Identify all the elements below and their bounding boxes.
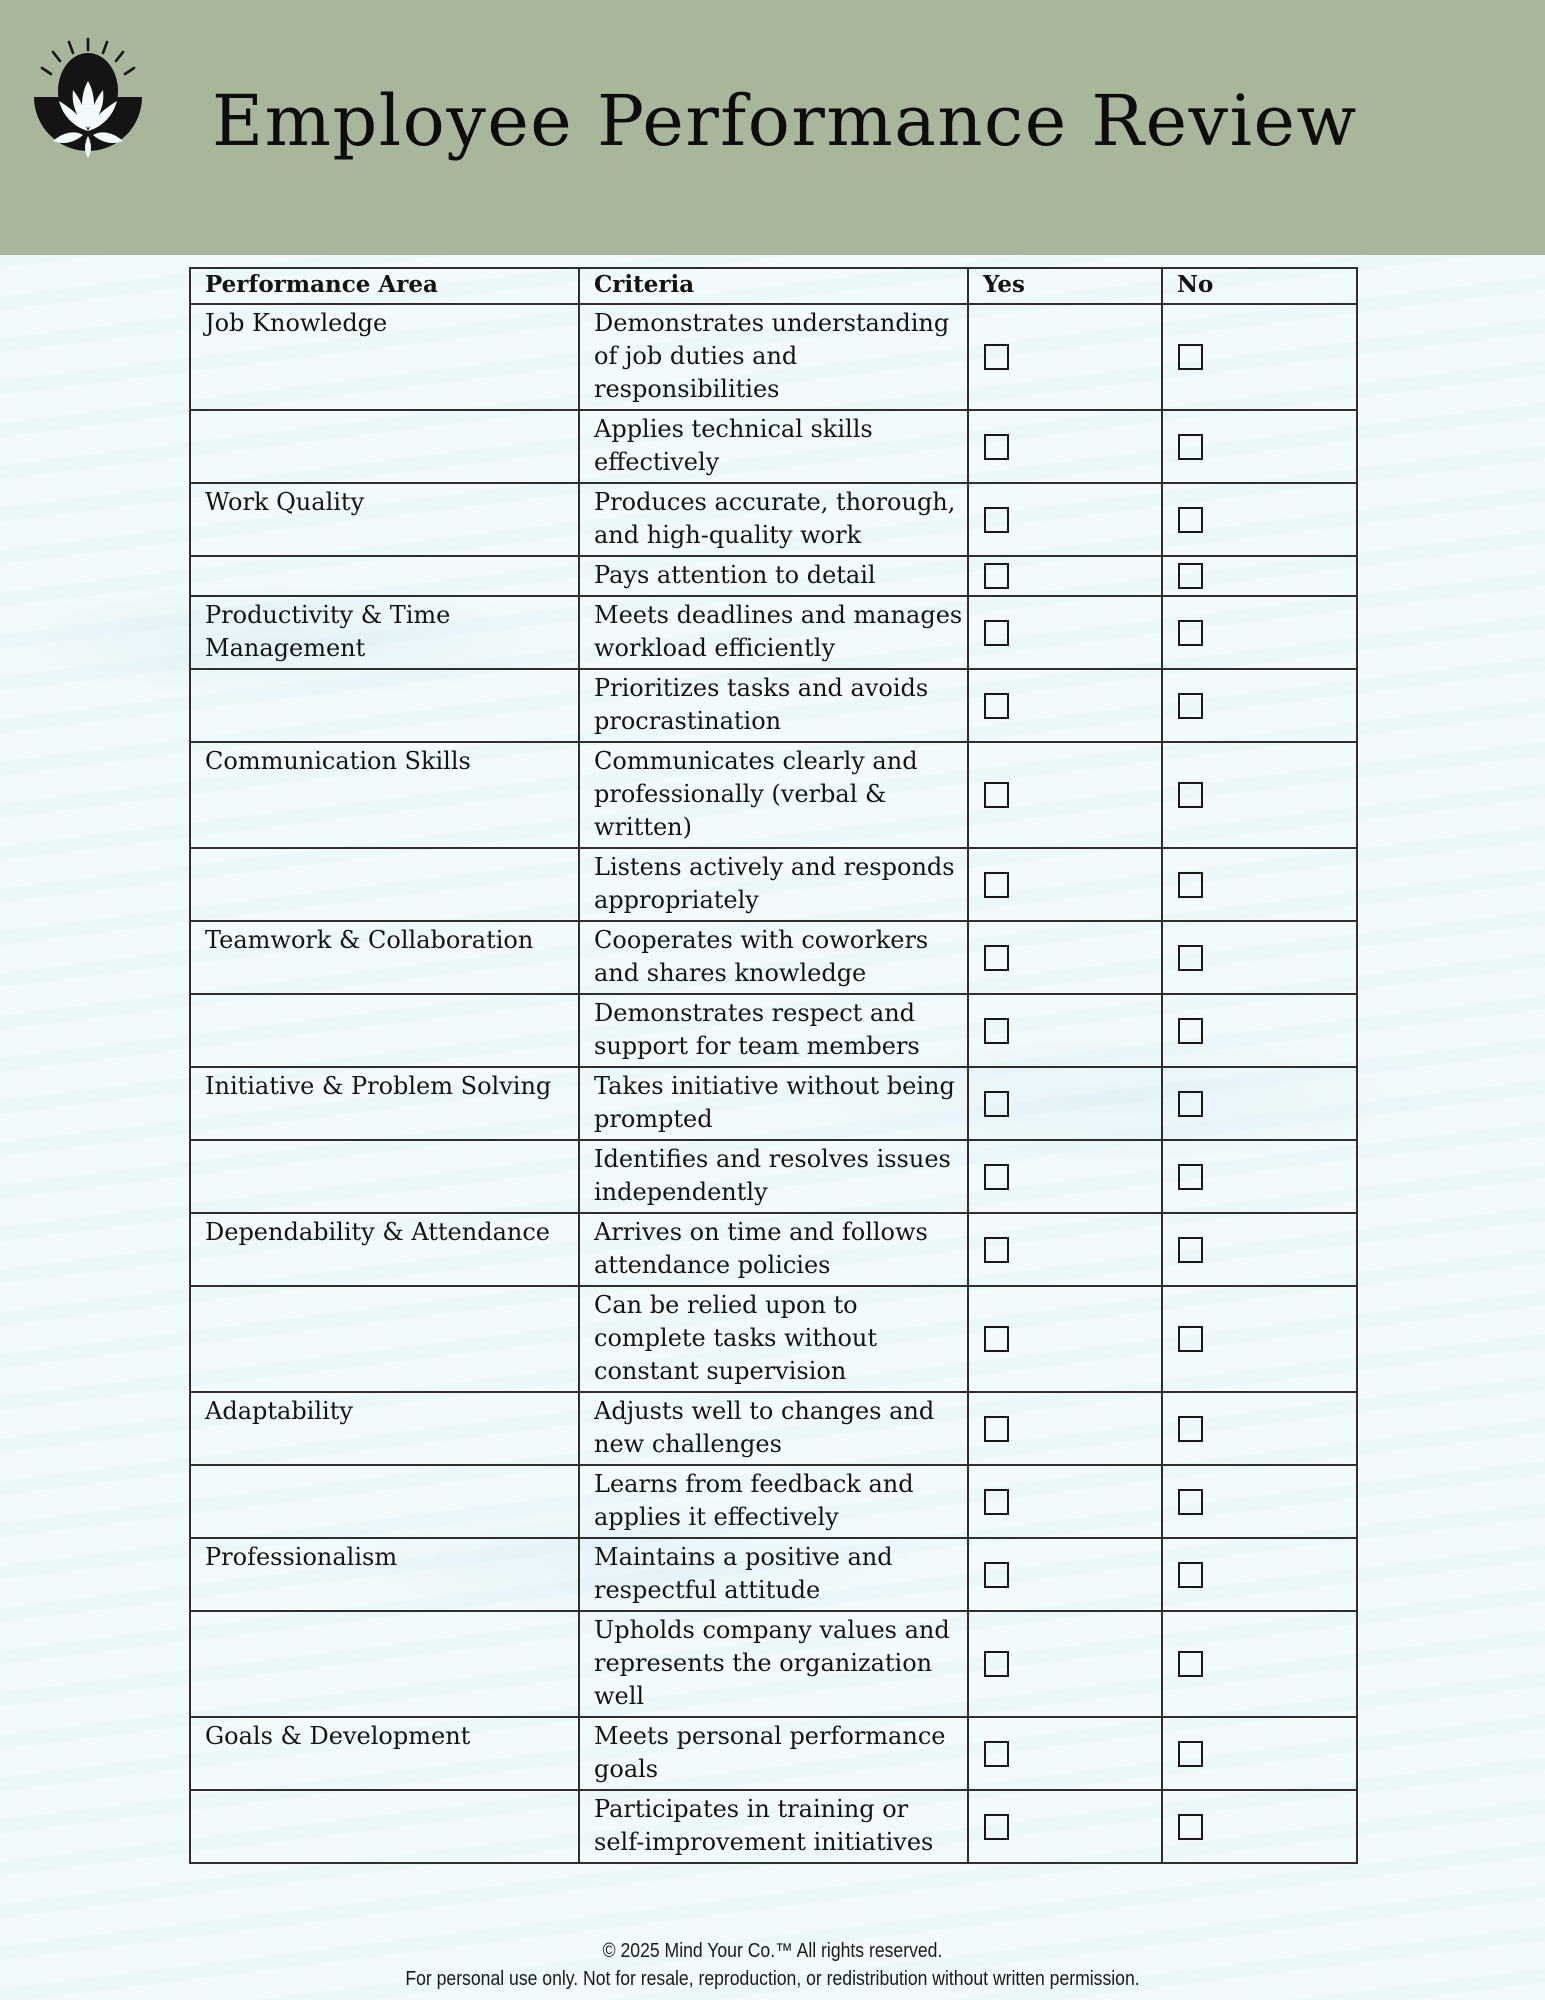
column-header-yes: Yes: [968, 268, 1162, 304]
yes-cell: [968, 921, 1162, 994]
yes-checkbox[interactable]: [984, 782, 1009, 808]
criteria-cell: Participates in training or self-improvement initiatives: [579, 1790, 968, 1863]
no-checkbox[interactable]: [1178, 872, 1203, 898]
yes-cell: [968, 1392, 1162, 1465]
yes-cell: [968, 1286, 1162, 1392]
table-row: [190, 1392, 1357, 1465]
no-cell: [1162, 1790, 1357, 1863]
no-checkbox[interactable]: [1178, 434, 1203, 460]
yes-checkbox[interactable]: [984, 872, 1009, 898]
page-title: Employee Performance Review: [212, 80, 1358, 162]
yes-checkbox[interactable]: [984, 1416, 1009, 1442]
table-row: [190, 669, 1357, 742]
yes-cell: [968, 994, 1162, 1067]
yes-checkbox[interactable]: [984, 434, 1009, 460]
yes-checkbox[interactable]: [984, 563, 1009, 589]
criteria-cell: Pays attention to detail: [579, 556, 968, 596]
no-checkbox[interactable]: [1178, 563, 1203, 589]
table-row: [190, 1717, 1357, 1790]
table-row: [190, 1067, 1357, 1140]
no-checkbox[interactable]: [1178, 1091, 1203, 1117]
column-header-criteria: Criteria: [579, 268, 968, 304]
criteria-cell: Maintains a positive and respectful attitude: [579, 1538, 968, 1611]
no-checkbox[interactable]: [1178, 945, 1203, 971]
criteria-cell: Meets deadlines and manages workload efficiently: [579, 596, 968, 669]
footer-copyright: © 2025 Mind Your Co.™ All rights reserved.: [602, 1940, 943, 1962]
yes-checkbox[interactable]: [984, 344, 1009, 370]
table-row: [190, 1465, 1357, 1538]
no-checkbox[interactable]: [1178, 1326, 1203, 1352]
yes-checkbox[interactable]: [984, 1489, 1009, 1515]
table-row: [190, 994, 1357, 1067]
table-row: [190, 410, 1357, 483]
header-banner: [0, 0, 1545, 255]
criteria-cell: Arrives on time and follows attendance policies: [579, 1213, 968, 1286]
footer-usage-notice: For personal use only. Not for resale, reproduction, or redistribution without written permission.: [405, 1968, 1140, 1990]
criteria-cell: Produces accurate, thorough, and high-quality work: [579, 483, 968, 556]
yes-cell: [968, 483, 1162, 556]
table-row: [190, 1538, 1357, 1611]
performance-area-cell: Dependability & Attendance: [190, 1213, 579, 1286]
performance-area-cell: [190, 1465, 579, 1538]
yes-checkbox[interactable]: [984, 945, 1009, 971]
performance-area-cell: [190, 1140, 579, 1213]
table-row: [190, 848, 1357, 921]
performance-area-cell: Initiative & Problem Solving: [190, 1067, 579, 1140]
yes-cell: [968, 669, 1162, 742]
no-cell: [1162, 742, 1357, 848]
column-header-no: No: [1162, 268, 1357, 304]
yes-cell: [968, 1790, 1162, 1863]
yes-checkbox[interactable]: [984, 620, 1009, 646]
yes-cell: [968, 1067, 1162, 1140]
table-row: [190, 483, 1357, 556]
criteria-cell: Cooperates with coworkers and shares knowledge: [579, 921, 968, 994]
yes-checkbox[interactable]: [984, 1651, 1009, 1677]
performance-area-cell: Teamwork & Collaboration: [190, 921, 579, 994]
no-cell: [1162, 921, 1357, 994]
criteria-cell: Identifies and resolves issues independently: [579, 1140, 968, 1213]
yes-cell: [968, 1213, 1162, 1286]
criteria-cell: Meets personal performance goals: [579, 1717, 968, 1790]
table-header-row: [190, 268, 1357, 304]
table-row: [190, 921, 1357, 994]
no-cell: [1162, 1465, 1357, 1538]
performance-area-cell: [190, 556, 579, 596]
performance-area-cell: Goals & Development: [190, 1717, 579, 1790]
performance-area-cell: Communication Skills: [190, 742, 579, 848]
criteria-cell: Communicates clearly and professionally (verbal & written): [579, 742, 968, 848]
table-row: [190, 1140, 1357, 1213]
no-checkbox[interactable]: [1178, 1741, 1203, 1767]
yes-checkbox[interactable]: [984, 1091, 1009, 1117]
no-cell: [1162, 410, 1357, 483]
no-checkbox[interactable]: [1178, 782, 1203, 808]
no-checkbox[interactable]: [1178, 344, 1203, 370]
yes-cell: [968, 1611, 1162, 1717]
yes-checkbox[interactable]: [984, 1562, 1009, 1588]
criteria-cell: Upholds company values and represents the organization well: [579, 1611, 968, 1717]
no-checkbox[interactable]: [1178, 507, 1203, 533]
performance-area-cell: [190, 994, 579, 1067]
no-checkbox[interactable]: [1178, 1651, 1203, 1677]
performance-review-table: [189, 267, 1358, 1864]
yes-cell: [968, 410, 1162, 483]
criteria-cell: Demonstrates understanding of job duties and responsibilities: [579, 304, 968, 410]
no-checkbox[interactable]: [1178, 620, 1203, 646]
performance-area-cell: Job Knowledge: [190, 304, 579, 410]
yes-cell: [968, 1538, 1162, 1611]
no-checkbox[interactable]: [1178, 1814, 1203, 1840]
yes-cell: [968, 556, 1162, 596]
criteria-cell: Demonstrates respect and support for team members: [579, 994, 968, 1067]
no-checkbox[interactable]: [1178, 1237, 1203, 1263]
lotus-logo-icon: [22, 34, 154, 174]
no-cell: [1162, 1286, 1357, 1392]
performance-area-cell: [190, 669, 579, 742]
criteria-cell: Listens actively and responds appropriately: [579, 848, 968, 921]
no-checkbox[interactable]: [1178, 1562, 1203, 1588]
no-cell: [1162, 1392, 1357, 1465]
criteria-cell: Applies technical skills effectively: [579, 410, 968, 483]
criteria-cell: Takes initiative without being prompted: [579, 1067, 968, 1140]
performance-area-cell: [190, 1611, 579, 1717]
performance-area-cell: [190, 848, 579, 921]
no-cell: [1162, 596, 1357, 669]
performance-area-cell: Productivity & Time Management: [190, 596, 579, 669]
yes-cell: [968, 304, 1162, 410]
yes-checkbox[interactable]: [984, 1018, 1009, 1044]
criteria-cell: Can be relied upon to complete tasks without constant supervision: [579, 1286, 968, 1392]
table-row: [190, 1790, 1357, 1863]
yes-checkbox[interactable]: [984, 693, 1009, 719]
performance-area-cell: Work Quality: [190, 483, 579, 556]
yes-checkbox[interactable]: [984, 1814, 1009, 1840]
no-cell: [1162, 1611, 1357, 1717]
criteria-cell: Learns from feedback and applies it effectively: [579, 1465, 968, 1538]
table-row: [190, 742, 1357, 848]
table-row: [190, 1286, 1357, 1392]
no-cell: [1162, 1067, 1357, 1140]
yes-cell: [968, 596, 1162, 669]
no-cell: [1162, 556, 1357, 596]
yes-cell: [968, 1465, 1162, 1538]
table-row: [190, 1611, 1357, 1717]
no-checkbox[interactable]: [1178, 693, 1203, 719]
no-cell: [1162, 1538, 1357, 1611]
yes-cell: [968, 742, 1162, 848]
table-row: [190, 556, 1357, 596]
no-checkbox[interactable]: [1178, 1489, 1203, 1515]
yes-checkbox[interactable]: [984, 1237, 1009, 1263]
no-cell: [1162, 483, 1357, 556]
table-row: [190, 1213, 1357, 1286]
no-cell: [1162, 1717, 1357, 1790]
yes-checkbox[interactable]: [984, 507, 1009, 533]
yes-cell: [968, 1140, 1162, 1213]
no-checkbox[interactable]: [1178, 1416, 1203, 1442]
criteria-cell: Adjusts well to changes and new challenges: [579, 1392, 968, 1465]
column-header-performance-area: Performance Area: [190, 268, 579, 304]
performance-area-cell: Professionalism: [190, 1538, 579, 1611]
yes-cell: [968, 848, 1162, 921]
performance-area-cell: [190, 1286, 579, 1392]
performance-area-cell: [190, 1790, 579, 1863]
yes-checkbox[interactable]: [984, 1164, 1009, 1190]
table-row: [190, 304, 1357, 410]
no-cell: [1162, 848, 1357, 921]
no-cell: [1162, 994, 1357, 1067]
no-cell: [1162, 1213, 1357, 1286]
no-cell: [1162, 304, 1357, 410]
performance-area-cell: Adaptability: [190, 1392, 579, 1465]
yes-checkbox[interactable]: [984, 1326, 1009, 1352]
yes-checkbox[interactable]: [984, 1741, 1009, 1767]
no-cell: [1162, 669, 1357, 742]
criteria-cell: Prioritizes tasks and avoids procrastination: [579, 669, 968, 742]
performance-area-cell: [190, 410, 579, 483]
no-cell: [1162, 1140, 1357, 1213]
table-row: [190, 596, 1357, 669]
no-checkbox[interactable]: [1178, 1164, 1203, 1190]
no-checkbox[interactable]: [1178, 1018, 1203, 1044]
yes-cell: [968, 1717, 1162, 1790]
